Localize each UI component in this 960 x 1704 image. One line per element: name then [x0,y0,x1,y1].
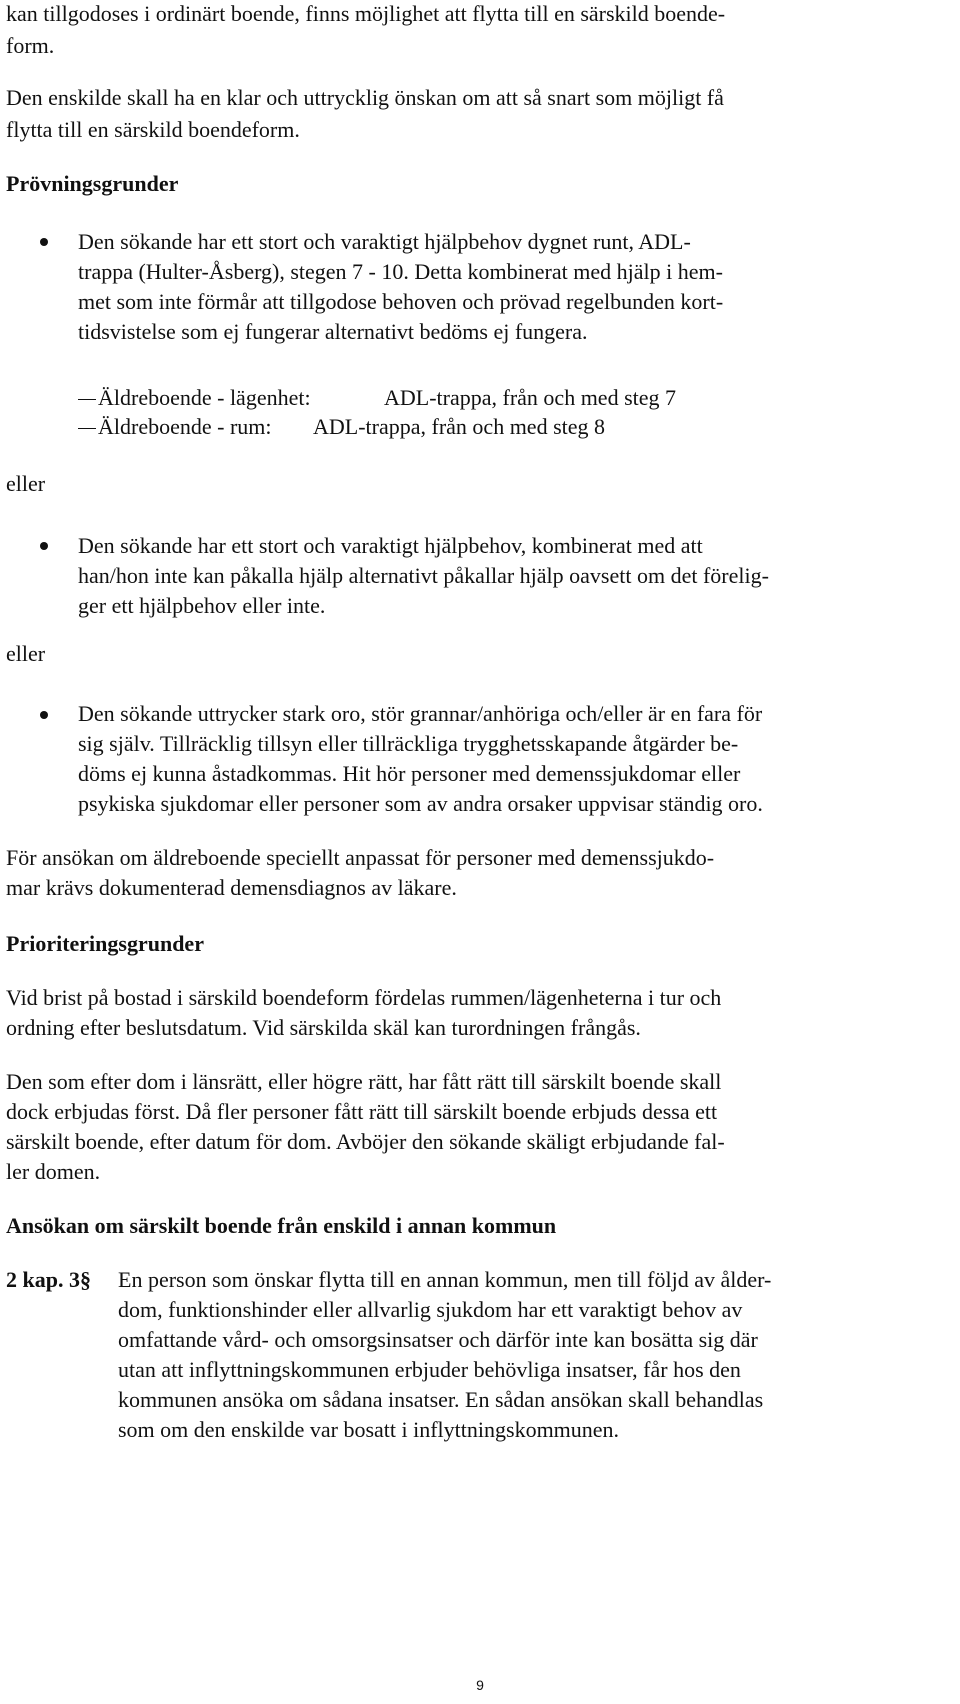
bullet-text-line: Den sökande har ett stort och varaktigt hjälpbehov dygnet runt, ADL- [78,229,691,254]
criteria-label: Äldreboende - lägenhet: [98,385,311,410]
bullet-icon [40,238,48,246]
or-text: eller [6,471,46,496]
bullet-icon [40,542,48,550]
law-text-line: utan att inflyttningskommunen erbjuder behövliga insatser, får hos den [118,1357,741,1382]
criteria-label: Äldreboende - rum: [98,414,272,439]
bullet-text-line: döms ej kunna åstadkommas. Hit hör personer med demenssjukdomar eller [78,761,741,786]
bullet-text-line: tidsvistelse som ej fungerar alternativt bedöms ej fungera. [78,319,588,344]
body-text-line: ordning efter beslutsdatum. Vid särskilda skäl kan turordningen frångås. [6,1015,641,1040]
criteria-value: ADL-trappa, från och med steg 8 [313,414,606,439]
body-text-line: mar krävs dokumenterad demensdiagnos av läkare. [6,875,457,900]
law-text-line: kommunen ansöka om sådana insatser. En sådan ansökan skall behandlas [118,1387,764,1412]
section-heading-prioriteringsgrunder: Prioriteringsgrunder [6,931,204,956]
page-number: 9 [476,1677,484,1693]
law-text-line: som om den enskilde var bosatt i inflyttningskommunen. [118,1417,620,1442]
bullet-text-line: Den sökande uttrycker stark oro, stör grannar/anhöriga och/eller är en fara för [78,701,763,726]
body-text-line: dock erbjudas först. Då fler personer fått rätt till särskilt boende erbjuds dessa ett [6,1099,718,1124]
body-text-line: Den enskilde skall ha en klar och uttrycklig önskan om att så snart som möjligt få [6,85,724,110]
body-text-line: ler domen. [6,1159,101,1184]
law-text-line: omfattande vård- och omsorgsinsatser och därför inte kan bosätta sig där [118,1327,758,1352]
dash-icon [78,428,96,429]
law-reference: 2 kap. 3§ [6,1267,91,1292]
bullet-text-line: Den sökande har ett stort och varaktigt hjälpbehov, kombinerat med att [78,533,703,558]
section-heading-provningsgrunder: Prövningsgrunder [6,171,179,196]
dash-icon [78,399,96,400]
bullet-text-line: sig själv. Tillräcklig tillsyn eller tillräckliga trygghetsskapande åtgärder be- [78,731,739,756]
body-text-line: flytta till en särskild boendeform. [6,117,300,142]
bullet-text-line: met som inte förmår att tillgodose behoven och prövad regelbunden kort- [78,289,724,314]
body-text-line: kan tillgodoses i ordinärt boende, finns möjlighet att flytta till en särskild boende- [6,1,726,26]
body-text-line: särskilt boende, efter datum för dom. Avböjer den sökande skäligt erbjudande fal- [6,1129,725,1154]
body-text-line: För ansökan om äldreboende speciellt anpassat för personer med demenssjukdo- [6,845,715,870]
criteria-value: ADL-trappa, från och med steg 7 [384,385,677,410]
or-text: eller [6,641,46,666]
bullet-icon [40,711,48,719]
bullet-text-line: ger ett hjälpbehov eller inte. [78,593,326,618]
body-text-line: Vid brist på bostad i särskild boendeform fördelas rummen/lägenheterna i tur och [6,985,722,1010]
law-text-line: En person som önskar flytta till en annan kommun, men till följd av ålder- [118,1267,772,1292]
body-text-line: Den som efter dom i länsrätt, eller högre rätt, har fått rätt till särskilt boende skall [6,1069,722,1094]
bullet-text-line: han/hon inte kan påkalla hjälp alternativt påkallar hjälp oavsett om det förelig- [78,563,769,588]
section-heading-ansokan: Ansökan om särskilt boende från enskild i annan kommun [6,1213,557,1238]
bullet-text-line: psykiska sjukdomar eller personer som av andra orsaker uppvisar ständig oro. [78,791,763,816]
law-text-line: dom, funktionshinder eller allvarlig sjukdom har ett varaktigt behov av [118,1297,743,1322]
bullet-text-line: trappa (Hulter-Åsberg), stegen 7 - 10. Detta kombinerat med hjälp i hem- [78,259,723,284]
body-text-line: form. [6,33,55,58]
